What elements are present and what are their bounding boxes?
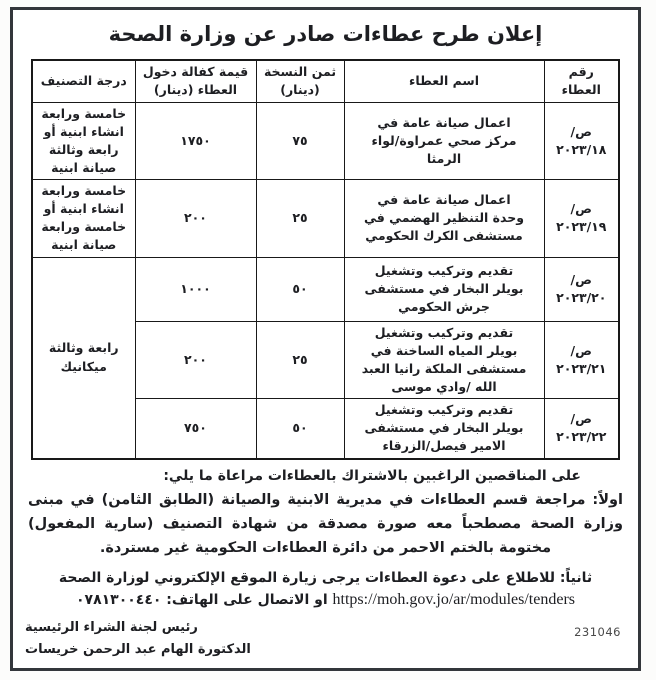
tender-row [32, 180, 619, 258]
cell-bond-value: ٧٥٠ [135, 399, 256, 459]
announcement-title: إعلان طرح عطاءات صادر عن وزارة الصحة [108, 22, 543, 46]
cell-bond-value: ٢٠٠ [135, 321, 256, 399]
cell-tender-number: ص/٢٠٢٣/٢٠ [544, 257, 619, 321]
phone-contact-text: او الاتصال على الهاتف: ٠٧٨١٣٠٠٤٤٠ [75, 591, 328, 608]
header-copy-price: ثمن النسخة (دينار) [256, 60, 344, 102]
tender-row [32, 257, 619, 321]
tenders-table [31, 59, 620, 459]
header-tender-number: رقم العطاء [544, 60, 619, 102]
signature-block [13, 609, 638, 661]
tender-row [32, 102, 619, 180]
header-row [32, 60, 619, 102]
signature-title: رئيس لجنة الشراء الرئيسية [25, 619, 198, 635]
tenders-table-header [32, 60, 619, 102]
cell-tender-name: تقديم وتركيب وتشغيل بويلر البخار في مستشفى الامير فيصل/الزرقاء [344, 399, 544, 459]
cell-copy-price: ٢٥ [256, 321, 344, 399]
cell-copy-price: ٧٥ [256, 102, 344, 180]
cell-tender-name: تقديم وتركيب وتشغيل بويلر المياه الساخنة في مستشفى الملكة رانيا العبد الله /وادي موسى [344, 321, 544, 399]
cell-copy-price: ٥٠ [256, 257, 344, 321]
cell-tender-number: ص/٢٠٢٣/٢١ [544, 321, 619, 399]
cell-tender-number: ص/٢٠٢٣/١٩ [544, 180, 619, 258]
cell-classification: خامسة ورابعة انشاء ابنية أو رابعة وثالثة صيانة ابنية [32, 102, 135, 180]
note-contact-line [28, 591, 623, 609]
cell-copy-price: ٥٠ [256, 399, 344, 459]
cell-tender-number: ص/٢٠٢٣/٢٢ [544, 399, 619, 459]
cell-classification: رابعة وثالثة ميكانيك [32, 257, 135, 459]
header-bond-value: قيمة كفالة دخول العطاء (دينار) [135, 60, 256, 102]
cell-tender-number: ص/٢٠٢٣/١٨ [544, 102, 619, 180]
tender-table-body [32, 102, 619, 459]
notes-section [13, 460, 638, 609]
cell-bond-value: ٢٠٠ [135, 180, 256, 258]
cell-bond-value: ١٧٥٠ [135, 102, 256, 180]
announcement-page [10, 7, 641, 671]
cell-tender-name: تقديم وتركيب وتشغيل بويلر البخار في مستشفى جرش الحكومي [344, 257, 544, 321]
note-second-paragraph: ثانياً: للاطلاع على دعوة العطاءات يرجى زيارة الموقع الإلكتروني لوزارة الصحة [58, 569, 593, 586]
header-classification: درجة التصنيف [32, 60, 135, 102]
cell-classification: خامسة ورابعة انشاء ابنية أو خامسة ورابعة صيانة ابنية [32, 180, 135, 258]
header-tender-name: اسم العطاء [344, 60, 544, 102]
reference-number: 231046 [574, 625, 621, 639]
cell-bond-value: ١٠٠٠ [135, 257, 256, 321]
note-first-paragraph: اولاً: مراجعة قسم العطاءات في مديرية الابنية والصيانة (الطابق الثامن) في مبنى وزارة الصحة مصطحباً معه صورة مصدقة من شهادة التصنيف (سارية المفعول) مختومة بالختم الاحمر من دائرة العطاءات الحكومية غير مستردة. [28, 491, 623, 556]
cell-tender-name: اعمال صيانة عامة في مركز صحي عمراوة/لواء الرمثا [344, 102, 544, 180]
cell-copy-price: ٢٥ [256, 180, 344, 258]
website-url: https://moh.gov.jo/ar/modules/tenders [332, 590, 576, 608]
cell-tender-name: اعمال صيانة عامة في وحدة التنظير الهضمي في مستشفى الكرك الحكومي [344, 180, 544, 258]
signature-name: الدكتورة الهام عبد الرحمن خريسات [25, 641, 251, 657]
notes-intro-line: على المناقصين الراغبين بالاشتراك بالعطاءات مراعاة ما يلي: [163, 467, 581, 484]
